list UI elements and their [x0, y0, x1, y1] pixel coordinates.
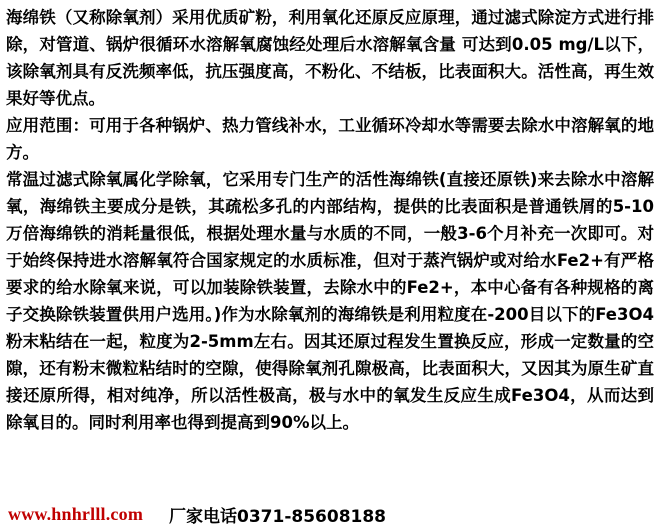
- footer-bar: [0, 500, 660, 528]
- footer-website: www.hnhrlll.com: [8, 503, 144, 524]
- paragraph-intro: 海绵铁（又称除氧剂）采用优质矿粉，利用氧化还原反应原理，通过滤式除淀方式进行排除，对管道、锅炉很循环水溶解氧腐蚀经处理后水溶解氧含量 可达到0.05 mg/L以下，该除氧剂具有反洗频率低，抗压强度高，不粉化、不结板，比表面积大。活性高，再生效果好等优点。: [6, 8, 654, 108]
- paragraph-application-scope: 应用范围：可用于各种锅炉、热力管线补水，工业循环冷却水等需要去除水中溶解氧的地方。: [6, 116, 654, 162]
- footer-phone: 厂家电话0371-85608188: [169, 506, 387, 527]
- paragraph-technical-details: 常温过滤式除氧属化学除氧，它采用专门生产的活性海绵铁(直接还原铁)来去除水中溶解氧，海绵铁主要成分是铁，其疏松多孔的内部结构，提供的比表面积是普通铁屑的5-10万倍海绵铁的消耗量很低，根据处理水量与水质的不同，一般3-6个月补充一次即可。对于始终保持进水溶解氧符合国家规定的水质标准，但对于蒸汽锅炉或对给水Fe2+有严格要求的给水除氧来说，可以加装除铁装置，去除水中的Fe2+，本中心备有各种规格的离子交换除铁装置供用户选用。)作为水除氧剂的海绵铁是利用粒度在-200目以下的Fe3O4 粉末粘结在一起，粒度为2-5mm左右。因其还原过程发生置换反应，形成一定数量的空隙，还有粉末微粒粘结时的空隙，使得除氧剂孔隙极高，比表面积大，又因其为原生矿直接还原所得，相对纯净，所以活性极高，极与水中的氧发生反应生成Fe3O4，从而达到除氧目的。同时利用率也得到提高到90%以上。: [6, 170, 654, 432]
